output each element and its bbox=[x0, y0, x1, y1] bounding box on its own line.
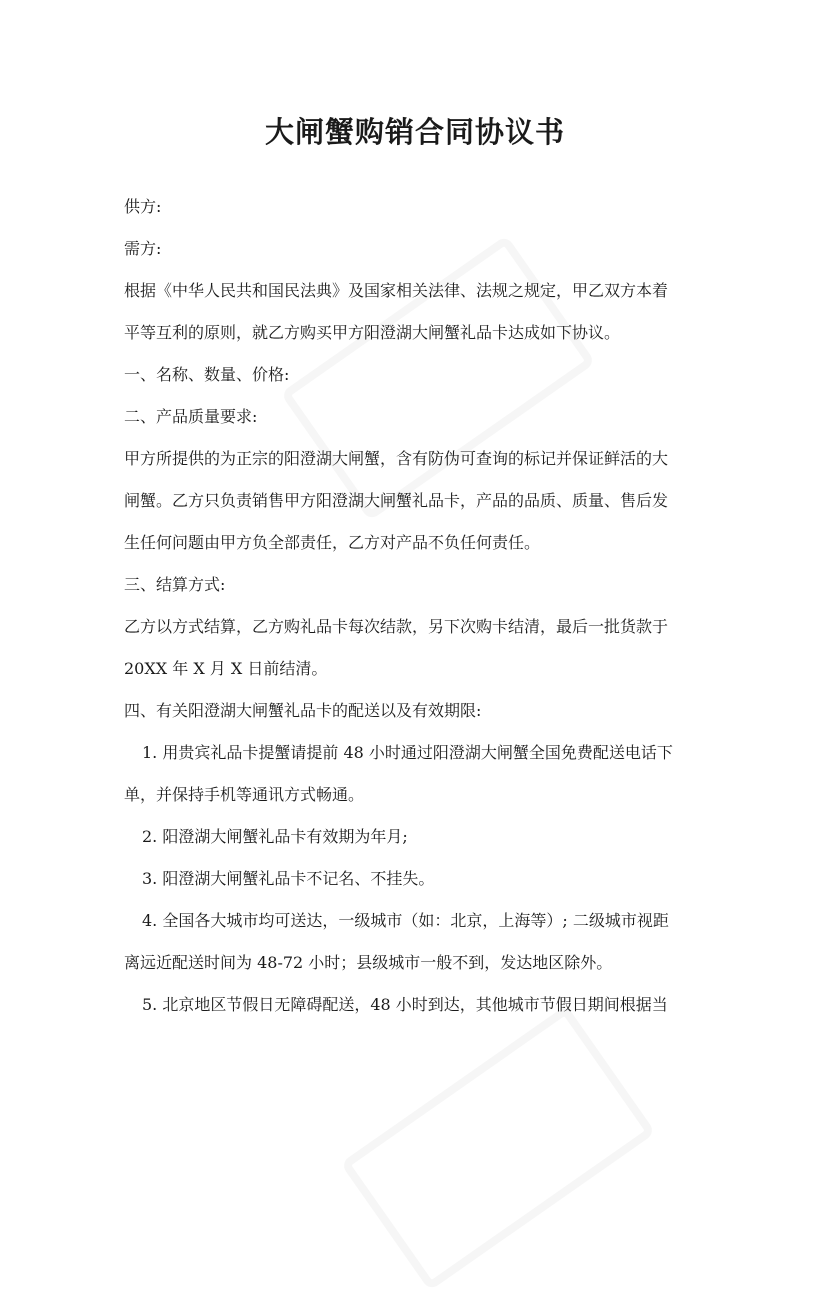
body-line: 闸蟹。乙方只负责销售甲方阳澄湖大闸蟹礼品卡，产品的品质、质量、售后发 bbox=[124, 491, 669, 510]
watermark-mark-bottom bbox=[340, 1005, 656, 1291]
body-line: 二、产品质量要求: bbox=[124, 407, 258, 426]
body-line: 甲方所提供的为正宗的阳澄湖大闸蟹，含有防伪可查询的标记并保证鲜活的大 bbox=[124, 449, 669, 468]
body-line: 需方: bbox=[124, 239, 162, 258]
body-line: 1. 用贵宾礼品卡提蟹请提前 48 小时通过阳澄湖大闸蟹全国免费配送电话下 bbox=[142, 743, 673, 762]
body-line: 离远近配送时间为 48-72 小时；县级城市一般不到，发达地区除外。 bbox=[124, 953, 613, 972]
body-line: 5. 北京地区节假日无障碍配送，48 小时到达，其他城市节假日期间根据当 bbox=[142, 995, 668, 1014]
body-line: 生任何问题由甲方负全部责任，乙方对产品不负任何责任。 bbox=[124, 533, 541, 552]
body-line: 20XX 年 X 月 X 日前结清。 bbox=[124, 659, 328, 678]
body-line: 供方: bbox=[124, 197, 162, 216]
body-line: 3. 阳澄湖大闸蟹礼品卡不记名、不挂失。 bbox=[142, 869, 435, 888]
body-line: 平等互利的原则，就乙方购买甲方阳澄湖大闸蟹礼品卡达成如下协议。 bbox=[124, 323, 621, 342]
body-line: 单，并保持手机等通讯方式畅通。 bbox=[124, 785, 365, 804]
body-line: 一、名称、数量、价格: bbox=[124, 365, 290, 384]
body-line: 乙方以方式结算，乙方购礼品卡每次结款，另下次购卡结清，最后一批货款于 bbox=[124, 617, 669, 636]
body-line: 三、结算方式: bbox=[124, 575, 226, 594]
body-line: 2. 阳澄湖大闸蟹礼品卡有效期为年月; bbox=[142, 827, 408, 846]
document-title: 大闸蟹购销合同协议书 bbox=[264, 115, 565, 149]
body-line: 根据《中华人民共和国民法典》及国家相关法律、法规之规定，甲乙双方本着 bbox=[124, 281, 669, 300]
body-line: 四、有关阳澄湖大闸蟹礼品卡的配送以及有效期限: bbox=[124, 701, 482, 720]
document-body bbox=[124, 186, 709, 1026]
body-line: 4. 全国各大城市均可送达，一级城市（如：北京，上海等）; 二级城市视距 bbox=[142, 911, 669, 930]
